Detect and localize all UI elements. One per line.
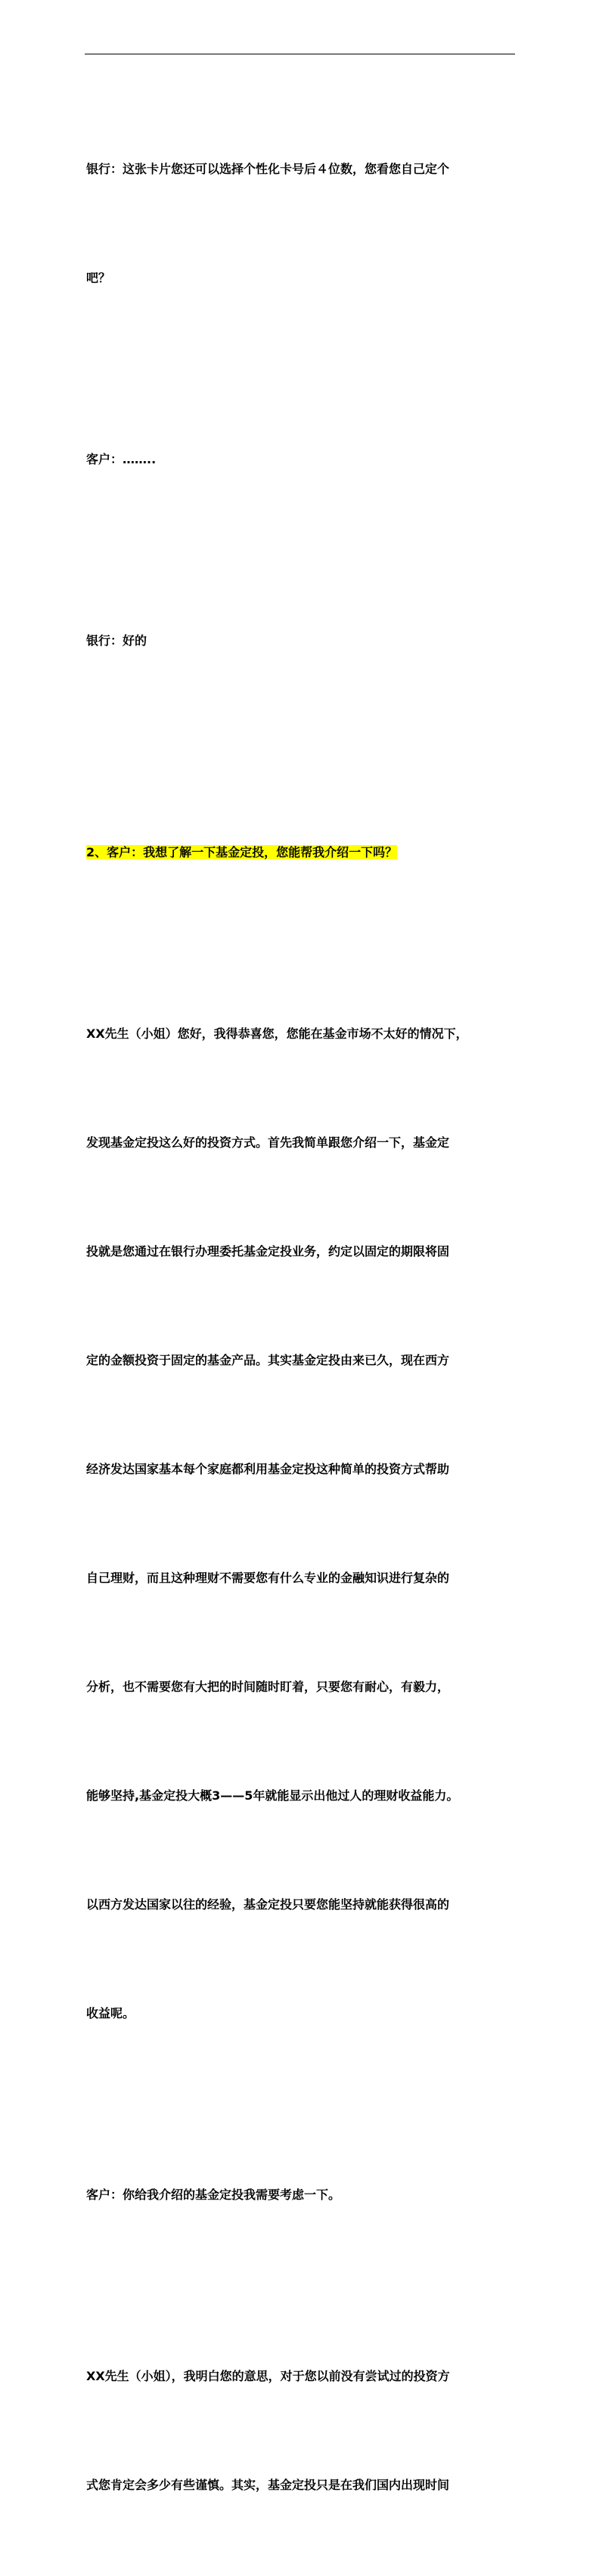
- text-line: 式您肯定会多少有些谨慎。其实，基金定投只是在我们国内出现时间: [86, 2478, 450, 2492]
- answer-paragraph: [86, 943, 517, 2104]
- paragraph-gap: [86, 732, 517, 762]
- text-line: 银行：这张卡片您还可以选择个性化卡号后４位数，您看您自己定个: [86, 162, 450, 176]
- text-line: 客户：……..: [86, 452, 157, 466]
- document-body: [86, 79, 517, 2576]
- highlighted-question: 2、客户：我想了解一下基金定投，您能帮我介绍一下吗？: [86, 845, 398, 859]
- bank-offer-paragraph: [86, 79, 517, 369]
- text-line: 以西方发达国家以往的经验，基金定投只要您能坚持就能获得很高的: [86, 1897, 450, 1912]
- client-reply-paragraph: [86, 369, 517, 550]
- text-line: 吧？: [86, 271, 111, 285]
- client-consider-paragraph: [86, 2104, 517, 2286]
- reply-paragraph: [86, 2286, 517, 2576]
- text-line: XX先生（小姐），我明白您的意思，对于您以前没有尝试过的投资方: [86, 2369, 450, 2383]
- text-line: 收益呢。: [86, 2006, 135, 2020]
- text-line: 银行：好的: [86, 633, 147, 648]
- text-line: 投就是您通过在银行办理委托基金定投业务，约定以固定的期限将固: [86, 1244, 450, 1259]
- text-line: 定的金额投资于固定的基金产品。其实基金定投由来已久，现在西方: [86, 1353, 450, 1367]
- text-line: 分析，也不需要您有大把的时间随时盯着，只要您有耐心，有毅力，: [86, 1680, 450, 1694]
- text-line: 发现基金定投这么好的投资方式。首先我简单跟您介绍一下，基金定: [86, 1135, 450, 1150]
- section2-question-paragraph: [86, 762, 517, 943]
- text-line: XX先生（小姐）您好，我得恭喜您，您能在基金市场不太好的情况下，: [86, 1026, 468, 1041]
- text-line: 客户：你给我介绍的基金定投我需要考虑一下。: [86, 2187, 341, 2202]
- text-line: 经济发达国家基本每个家庭都利用基金定投这种简单的投资方式帮助: [86, 1462, 450, 1476]
- text-line: 自己理财，而且这种理财不需要您有什么专业的金融知识进行复杂的: [86, 1571, 450, 1585]
- bank-ok-paragraph: [86, 550, 517, 732]
- text-line: 能够坚持,基金定投大概3——5年就能显示出他过人的理财收益能力。: [86, 1788, 459, 1803]
